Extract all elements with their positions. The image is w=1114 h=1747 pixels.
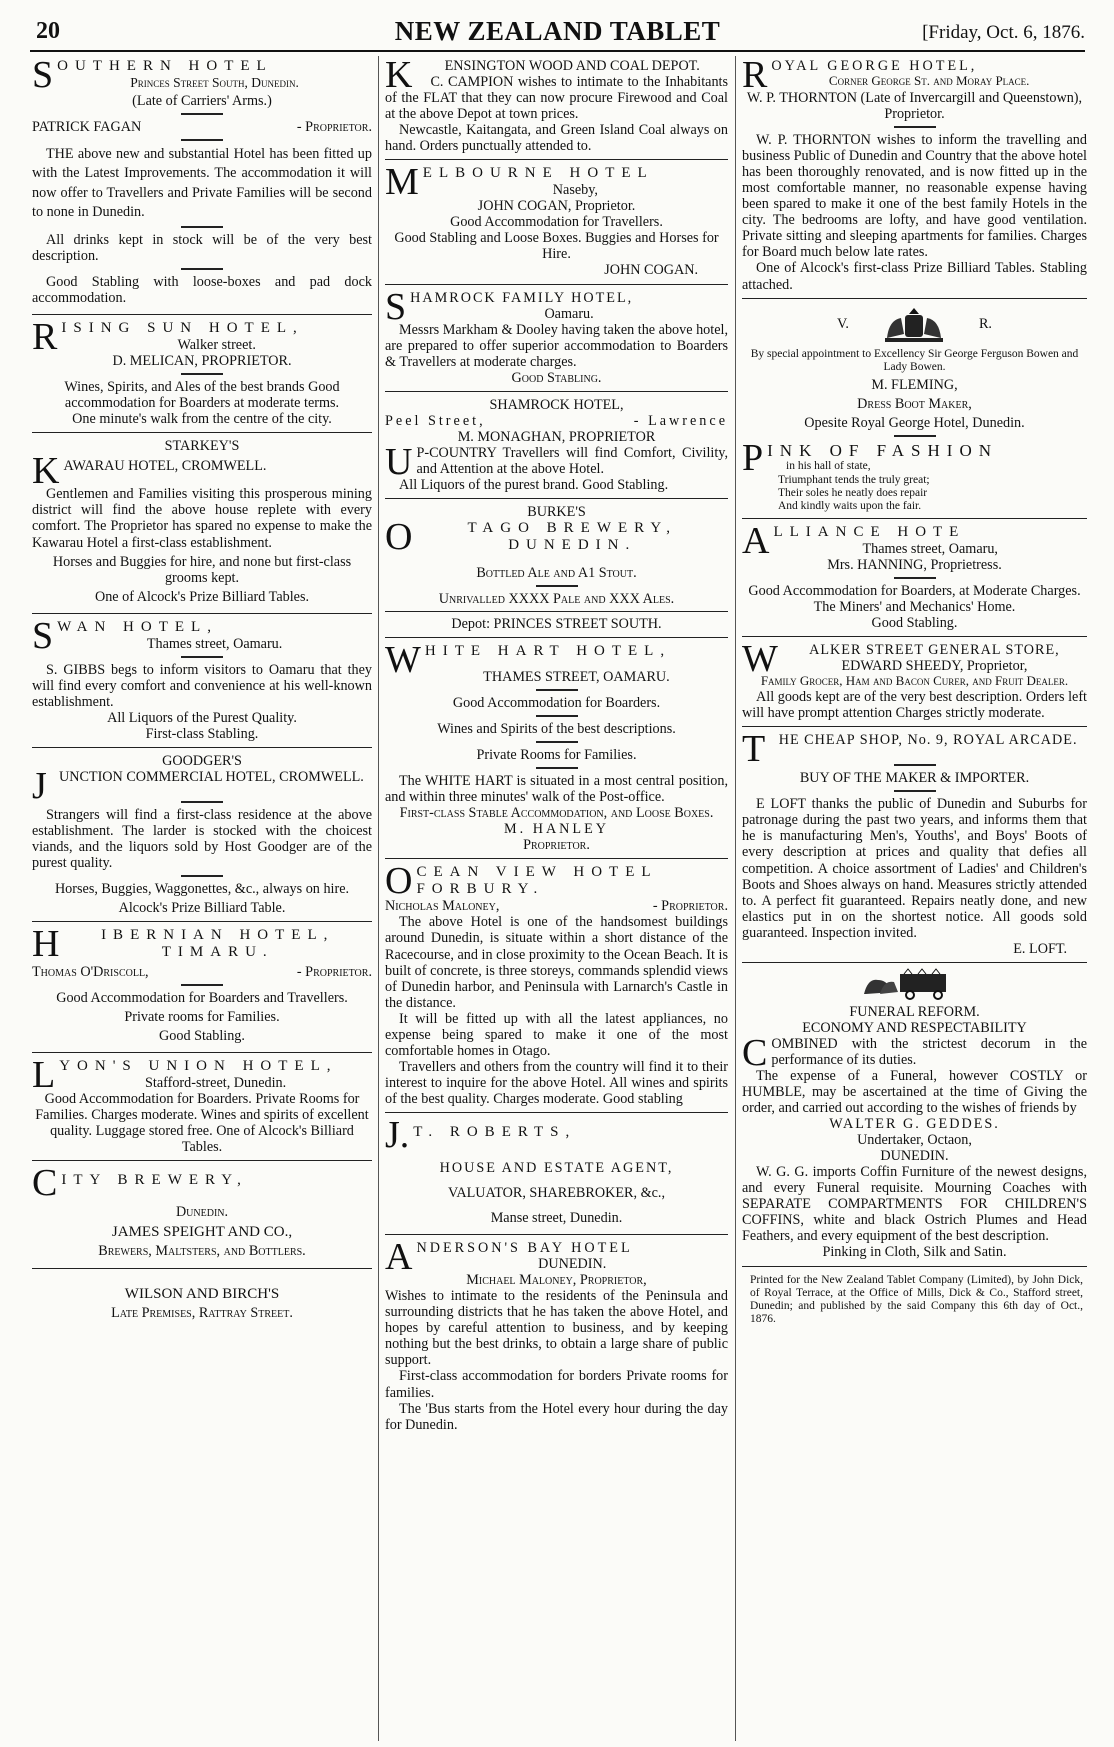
ad-royal-george-hotel: [742, 58, 1087, 299]
ad-town: - Lawrence: [633, 412, 728, 429]
proprietor-label: Proprietor.: [523, 837, 590, 854]
verse-line: Their soles he neatly does repair: [778, 486, 928, 499]
ad-city-brewery: [32, 1162, 372, 1268]
ad-body: VALUATOR, SHAREBROKER, &c.,: [447, 1185, 666, 1202]
ad-address: Naseby,: [552, 182, 598, 199]
ad-body: First-class Stabling.: [145, 725, 259, 742]
ad-body: W. P. THORNTON wishes to inform the travelling and business Public of Dunedin and Country that the above hotel has been thoroughly renovated, and is now fitted up in the most comfortable manner, no reasonable expense having been spared to make it one of the best family Hotels in the city. The bedrooms are lofty, and have good ventilation. Private sitting and sleeping apartments for families. Charges for Board much below late rates.: [742, 132, 1087, 261]
ad-shamrock-hotel: [385, 397, 728, 499]
ad-shamrock-family-hotel: [385, 285, 728, 392]
ad-body: W. G. G. imports Coffin Furniture of the newest designs, and every Funeral requisite. Mourning Coaches with SEPARATE COMPARTMENTS FOR CHILDREN'S COFFINS, white and black Ostrich Plumes and Head Feathers, and every equipment of the best description.: [742, 1164, 1087, 1245]
drop-cap: S: [32, 614, 54, 657]
proprietor-name: M. HANLEY: [503, 821, 610, 838]
ad-body: All Liquors of the Purest Quality.: [107, 709, 297, 726]
ad-role: Undertaker, Octaon,: [857, 1132, 972, 1149]
ad-cheap-shop: [742, 728, 1087, 963]
ad-address: Opesite Royal George Hotel, Dunedin.: [804, 415, 1025, 432]
ad-body: Wines, Spirits, and Ales of the best brands Good accommodation for Boarders at moderate terms.: [64, 379, 340, 412]
ad-signature: JOHN COGAN.: [604, 262, 698, 279]
proprietor-name: Nicholas Maloney,: [385, 898, 500, 915]
column-3: [742, 58, 1087, 1738]
ad-body: HOUSE AND ESTATE AGENT,: [439, 1159, 674, 1176]
ad-body: Depot: PRINCES STREET SOUTH.: [451, 616, 662, 633]
ad-body: One minute's walk from the centre of the city.: [72, 411, 332, 428]
ad-body: Travellers and others from the country will find it to their interest to inquire for the above Hotel. All wines and spirits of the best quality. Charges moderate. Good stabling: [385, 1058, 728, 1107]
ad-body: The WHITE HART is situated in a most central position, and within three minutes' walk of the Post-office.: [385, 773, 728, 806]
ad-title: HITE HART HOTEL,: [424, 643, 672, 660]
ad-title: LLIANCE HOTE: [773, 524, 966, 541]
ad-address: DUNEDIN.: [880, 1148, 949, 1165]
ad-wilson-birch: [32, 1274, 372, 1330]
ad-body: Good Accommodation for Boarders and Travellers.: [56, 990, 348, 1007]
proprietor-name: D. MELICAN, PROPRIETOR.: [112, 353, 292, 370]
ad-body: Good Accommodation for Boarders. Private Rooms for Families. Charges moderate. Wines and spirits of excellent quality. Luggage stored free. One of Alcock's Billiard Tables.: [35, 1091, 369, 1156]
ad-body: E LOFT thanks the public of Dunedin and Suburbs for patronage during the past two years, and informs them that he is manufacturing Men's, Youths', and Boys' Boots of every description at prices and quality that defies all competition. A choice assortment of Ladies' and Children's Boots and Shoes always on hand. Measures strictly attended to. A perfect fit guaranteed. Repairs neatly done, and new elastics put in on the shortest notice. All goods sold guaranteed. Inspection invited.: [742, 796, 1087, 941]
ad-body: It will be fitted up with all the latest appliances, no expense being spared to make it one of the most comfortable homes in Otago.: [385, 1010, 728, 1059]
vr-left: V.: [837, 315, 849, 332]
ad-rising-sun-hotel: [32, 316, 372, 433]
drop-cap: L: [32, 1054, 56, 1097]
ad-title: ITY BREWERY,: [61, 1172, 248, 1189]
ad-body: S. GIBBS begs to inform visitors to Oamaru that they will find every comfort and convenience at his well-known establishment.: [32, 661, 372, 710]
ad-white-hart-hotel: [385, 639, 728, 859]
ad-title: HE CHEAP SHOP, No. 9, ROYAL ARCADE.: [778, 732, 1078, 749]
divider: [894, 126, 936, 128]
divider: [536, 741, 578, 743]
drop-cap: W: [742, 638, 778, 681]
royal-arms: [742, 304, 1087, 344]
divider: [181, 801, 223, 803]
coat-of-arms-icon: [879, 304, 949, 344]
proprietor-name: Mrs. HANNING, Proprietress.: [827, 557, 1002, 574]
proprietor-name: M. FLEMING,: [871, 377, 958, 393]
divider: [894, 577, 936, 579]
ad-body: First-class accommodation for borders Private rooms for families.: [385, 1368, 728, 1401]
ad-melbourne-hotel: [385, 161, 728, 284]
ad-andersons-bay-hotel: [385, 1236, 728, 1438]
ad-address: Dunedin.: [175, 1204, 229, 1221]
ad-body: Newcastle, Kaitangata, and Green Island Coal always on hand. Orders punctually attended to.: [385, 122, 728, 155]
ad-body: The expense of a Funeral, however COSTLY or HUMBLE, may be ascertained at the time of Giving the order, and carried out according to the wishes of friends by: [742, 1067, 1087, 1117]
divider: [536, 767, 578, 769]
ad-title: OUTHERN HOTEL: [57, 58, 273, 74]
ad-title: SHAMROCK HOTEL,: [489, 396, 624, 413]
verse-line: Triumphant tends the truly great;: [778, 473, 930, 486]
divider: [536, 689, 578, 691]
ad-body: Wishes to intimate to the residents of the Peninsula and surrounding districts that he has taken the above Hotel, and hopes by careful attention to business, and by keeping nothing but the best drinks, to obtain a large share of public support.: [385, 1288, 728, 1369]
divider: [894, 435, 936, 437]
ad-body: First-class Stable Accommodation, and Loose Boxes.: [399, 805, 714, 822]
ad-signature: E. LOFT.: [1013, 940, 1067, 957]
drop-cap: U: [385, 440, 413, 483]
drop-cap: K: [385, 58, 413, 96]
ad-body: Late Premises, Rattray Street.: [111, 1305, 293, 1322]
ad-body: One of Alcock's first-class Prize Billiard Tables. Stabling attached.: [742, 260, 1087, 293]
ad-address: Thames street, Oamaru.: [146, 635, 283, 652]
ad-address: Walker street.: [177, 337, 256, 354]
ad-title: HAMROCK FAMILY HOTEL,: [410, 289, 634, 306]
page-header: [30, 12, 1085, 48]
drop-cap: K: [32, 450, 60, 493]
proprietor-name: Michael Maloney, Proprietor,: [466, 1272, 647, 1289]
ad-title: WAN HOTEL,: [57, 618, 218, 635]
divider: [181, 139, 223, 141]
ad-address: Princes Street South, Dunedin.: [130, 74, 299, 90]
ad-title: INK OF FASHION: [767, 441, 999, 461]
ad-hibernian-hotel: [32, 923, 372, 1053]
drop-cap: P: [742, 437, 764, 480]
proprietor-name: Thomas O'Driscoll,: [32, 964, 149, 981]
ad-address: THAMES STREET, OAMARU.: [483, 669, 670, 686]
ad-title: UNCTION COMMERCIAL HOTEL, CROMWELL.: [58, 768, 364, 785]
hearse-engraving: [742, 968, 1087, 1000]
ad-southern-hotel: [32, 58, 372, 315]
drop-cap: S: [32, 58, 54, 96]
verse-line: And kindly waits upon the fair.: [778, 500, 922, 512]
ad-body: One of Alcock's Prize Billiard Tables.: [94, 588, 310, 605]
ad-title: IBERNIAN HOTEL, TIMARU.: [101, 927, 335, 961]
drop-cap: R: [32, 316, 58, 359]
drop-cap: H: [32, 923, 60, 966]
ad-body: All goods kept are of the very best description. Orders left will have prompt attention Charges strictly moderate.: [742, 689, 1087, 722]
ad-kawarau-hotel: [32, 438, 372, 613]
drop-cap: M: [385, 161, 419, 204]
ad-swan-hotel: [32, 614, 372, 748]
ad-note: (Late of Carriers' Arms.): [132, 93, 272, 110]
ad-body: Family Grocer, Ham and Bacon Curer, and Fruit Dealer.: [760, 673, 1069, 689]
ad-otago-brewery: [385, 504, 728, 638]
ad-body: Private Rooms for Families.: [476, 747, 637, 764]
ad-body: Messrs Markham & Dooley having taken the above hotel, are prepared to offer superior accommodation to Boarders & Travellers at moderate charges.: [385, 321, 728, 370]
divider: [181, 268, 223, 270]
ad-body: P-COUNTRY Travellers will find Comfort, Civility, and Attention at the above Hotel.: [416, 444, 728, 477]
divider: [181, 984, 223, 986]
ad-body: All drinks kept in stock will be of the very best description.: [32, 231, 372, 265]
ad-address: Manse street, Dunedin.: [490, 1210, 623, 1227]
ad-body: Wines and Spirits of the best descriptions.: [437, 721, 676, 738]
ad-body: THE above new and substantial Hotel has been fitted up with the Latest Improvements. The accommodation it will now offer to Travellers and Private Families will be second to none in Dunedin.: [32, 146, 372, 220]
ad-body: Strangers will find a first-class residence at the above establishment. The larder is stocked with the choicest viands, and the liquors sold by Host Goodger are of the purest quality.: [32, 806, 372, 872]
divider: [894, 790, 936, 792]
ad-body: Gentlemen and Families visiting this prosperous mining district will find the above house replete with every comfort. The Proprietor has spared no expense to make the Kawarau Hotel a first-class establishment.: [32, 486, 372, 551]
drop-cap: J.: [385, 1113, 410, 1156]
ad-street: Peel Street,: [385, 412, 486, 429]
drop-cap: S: [385, 285, 407, 328]
ad-header: GOODGER'S: [162, 752, 242, 769]
issue-date: [Friday, Oct. 6, 1876.: [922, 22, 1085, 43]
ad-body: The Miners' and Mechanics' Home.: [813, 599, 1016, 616]
ad-walker-street-store: [742, 638, 1087, 727]
ad-m-fleming: [742, 304, 1087, 520]
ad-title: OYAL GEORGE HOTEL,: [771, 58, 978, 74]
ad-body: Good Accommodation for Boarders.: [452, 695, 661, 712]
hearse-icon: [860, 968, 970, 1000]
ad-title: FUNERAL REFORM.: [849, 1003, 980, 1020]
ad-body: The 'Bus starts from the Hotel every hour during the day for Dunedin.: [385, 1400, 728, 1433]
ad-address: DUNEDIN.: [538, 1256, 607, 1273]
ad-title: T. ROBERTS,: [413, 1123, 577, 1140]
divider: [181, 113, 223, 115]
ad-junction-hotel: [32, 753, 372, 922]
ad-title: WILSON AND BIRCH'S: [124, 1285, 280, 1302]
proprietor-name: M. MONAGHAN, PROPRIETOR: [457, 428, 656, 445]
divider: [181, 226, 223, 228]
proprietor-line: [32, 964, 372, 980]
column-2: [385, 58, 728, 1738]
drop-cap: O: [385, 516, 413, 559]
ad-body: Good Stabling.: [511, 369, 602, 386]
divider: [536, 715, 578, 717]
proprietor-name: W. P. THORNTON (Late of Invercargill and Queenstown), Proprietor.: [746, 90, 1083, 123]
ad-body: The above Hotel is one of the handsomest buildings around Dunedin, is situate within a short distance of the Racecourse, and in close proximity to the Ocean Beach. It is built of concrete, is three storeys, commands splendid views of Dunedin harbor, and Peninsula with Larnarch's Castle in the distance.: [385, 914, 728, 1011]
ad-body: Alcock's Prize Billiard Table.: [118, 900, 286, 917]
proprietor-name: WALTER G. GEDDES.: [829, 1116, 1000, 1133]
ad-body: Good Stabling with loose-boxes and pad dock accommodation.: [32, 274, 372, 307]
ad-body: All Liquors of the purest brand. Good Stabling.: [399, 477, 669, 494]
ad-title: YON'S UNION HOTEL,: [59, 1058, 338, 1075]
drop-cap: O: [385, 860, 413, 903]
ad-address: Oamaru.: [544, 305, 594, 322]
drop-cap: A: [742, 520, 770, 563]
drop-cap: T: [742, 728, 766, 771]
address-line: [385, 413, 728, 429]
column-divider-1: [378, 56, 379, 1741]
ad-title: AWARAU HOTEL, CROMWELL.: [63, 458, 267, 475]
vr-right: R.: [978, 315, 992, 332]
masthead: NEW ZEALAND TABLET: [394, 16, 721, 46]
drop-cap: C: [742, 1031, 768, 1074]
ad-body: Bottled Ale and A1 Stout.: [476, 564, 637, 581]
proprietor-label: - Proprietor.: [296, 119, 372, 136]
ad-note: By special appointment to Excellency Sir George Ferguson Bowen and Lady Bowen.: [750, 347, 1079, 373]
ad-alliance-hotel: [742, 520, 1087, 637]
ad-body: Horses, Buggies, Waggonettes, &c., always on hire.: [54, 881, 350, 898]
ad-title: ENSINGTON WOOD AND COAL DEPOT.: [444, 58, 700, 74]
ad-body: Good Stabling.: [871, 615, 958, 632]
divider: [536, 585, 578, 587]
ad-body: Pinking in Cloth, Silk and Satin.: [822, 1244, 1007, 1261]
drop-cap: A: [385, 1236, 413, 1279]
drop-cap: W: [385, 639, 421, 682]
divider: [181, 373, 223, 375]
ad-subtitle: ECONOMY AND RESPECTABILITY: [802, 1019, 1027, 1036]
ad-title: CEAN VIEW HOTEL FORBURY.: [416, 864, 657, 898]
ad-body: Unrivalled XXXX Pale and XXX Ales.: [438, 591, 675, 608]
header-rule: [30, 50, 1085, 52]
ad-lyons-union-hotel: [32, 1054, 372, 1161]
divider: [181, 656, 223, 658]
page-number: 20: [36, 18, 60, 44]
proprietor-name: JOHN COGAN, Proprietor.: [477, 198, 636, 215]
ad-kensington-depot: [385, 58, 728, 160]
ad-title: NDERSON'S BAY HOTEL: [416, 1240, 633, 1257]
ad-j-t-roberts: [385, 1113, 728, 1235]
ad-ocean-view-hotel: [385, 860, 728, 1112]
ad-title: ELBOURNE HOTEL: [422, 165, 654, 182]
proprietor-name: PATRICK FAGAN: [32, 119, 142, 136]
ad-body: Private rooms for Families.: [124, 1009, 280, 1026]
ad-body: C. CAMPION wishes to intimate to the Inhabitants of the FLAT that they can now procure Firewood and Coal at the above Depot at town prices.: [385, 74, 728, 123]
ad-body: Good Stabling and Loose Boxes. Buggies and Horses for Hire.: [394, 230, 719, 263]
column-divider-2: [735, 56, 736, 1741]
ad-address: Thames street, Oamaru,: [862, 541, 998, 558]
firm-name: JAMES SPEIGHT AND CO.,: [111, 1223, 293, 1240]
ad-body: Good Stabling.: [159, 1028, 245, 1045]
ad-title: TAGO BREWERY, DUNEDIN.: [467, 520, 677, 554]
ad-address: Stafford-street, Dunedin.: [145, 1075, 287, 1092]
ad-header: BURKE'S: [527, 504, 586, 521]
column-1: [32, 58, 372, 1738]
ad-body: Horses and Buggies for hire, and none but first-class grooms kept.: [52, 553, 352, 586]
ad-body: OMBINED with the strictest decorum in the performance of its duties.: [771, 1035, 1087, 1068]
drop-cap: C: [32, 1162, 58, 1205]
ad-body: Dress Boot Maker,: [857, 396, 972, 413]
divider: [385, 611, 728, 612]
ad-title: ISING SUN HOTEL,: [61, 320, 304, 337]
ad-body: Brewers, Maltsters, and Bottlers.: [98, 1243, 306, 1260]
ad-body: Good Accommodation for Boarders, at Moderate Charges.: [748, 583, 1081, 600]
divider: [181, 875, 223, 877]
verse-line: in his hall of state,: [786, 460, 871, 473]
divider: [894, 764, 936, 766]
ad-address: Corner George St. and Moray Place.: [828, 73, 1030, 89]
drop-cap: J: [32, 764, 47, 807]
ad-slogan: BUY OF THE MAKER & IMPORTER.: [799, 770, 1030, 787]
proprietor-label: - Proprietor.: [296, 964, 372, 981]
ad-funeral-reform: [742, 968, 1087, 1267]
ad-header: STARKEY'S: [164, 438, 240, 455]
proprietor-line: [385, 898, 728, 914]
proprietor-line: [32, 119, 372, 135]
ad-title: ALKER STREET GENERAL STORE,: [809, 642, 1060, 659]
proprietor-name: EDWARD SHEEDY, Proprietor,: [841, 658, 1028, 675]
printer-imprint: [742, 1272, 1087, 1332]
ad-body: Good Accommodation for Travellers.: [450, 214, 663, 231]
imprint-text: Printed for the New Zealand Tablet Company (Limited), by John Dick, of Royal Terrace, at the Office of Mills, Dick & Co., Stafford street, Dunedin; and published by the said Company this 6th day of Oct., 1876.: [750, 1273, 1083, 1326]
proprietor-label: - Proprietor.: [652, 898, 728, 915]
drop-cap: R: [742, 58, 768, 96]
